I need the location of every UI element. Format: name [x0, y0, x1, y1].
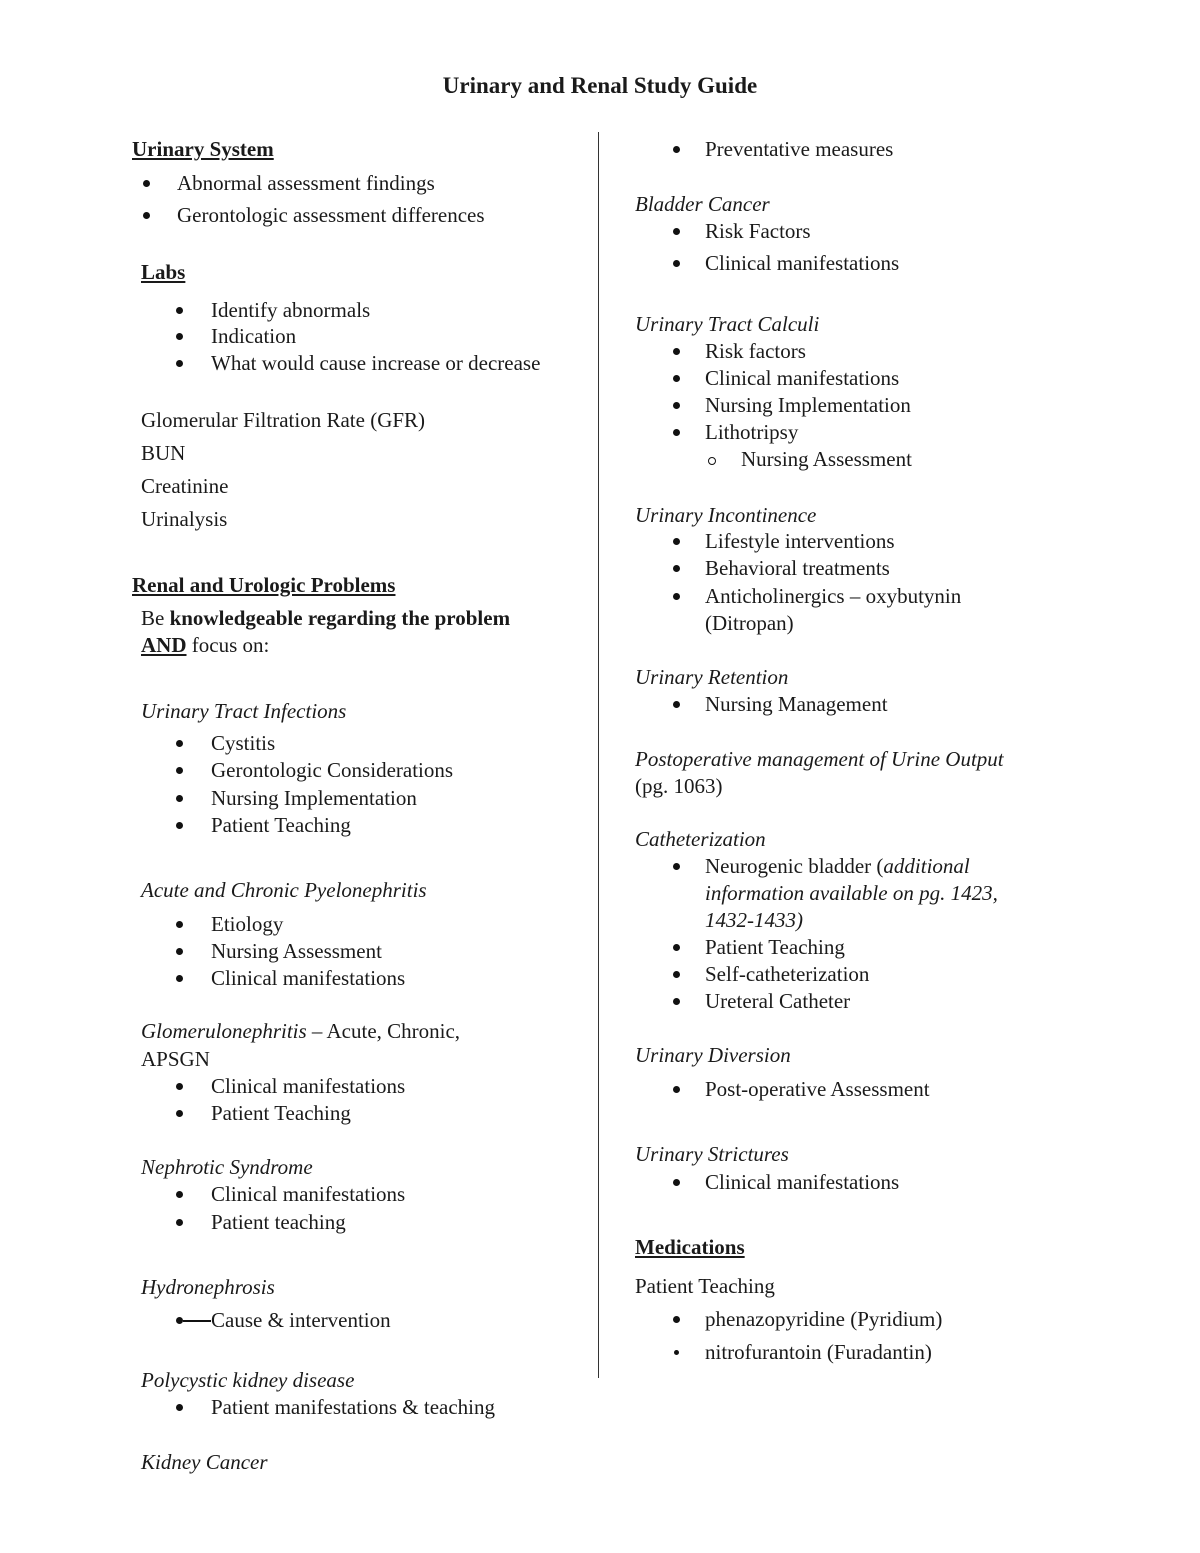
topic-title-postop: Postoperative management of Urine Output: [635, 747, 1004, 771]
topic-title-pyelonephritis: Acute and Chronic Pyelonephritis: [141, 878, 427, 902]
postop-page-ref: (pg. 1063): [635, 774, 723, 798]
intro-rest: focus on:: [186, 633, 270, 657]
bullet-icon: [176, 921, 183, 928]
circle-bullet-icon: [708, 457, 716, 465]
bullet-icon: [673, 701, 680, 708]
list-item: Nursing Management: [705, 692, 888, 716]
bullet-icon: [176, 1219, 183, 1226]
bullet-icon: [673, 565, 680, 572]
list-item: Clinical manifestations: [705, 1170, 900, 1194]
bullet-icon: [673, 971, 680, 978]
list-item: Nursing Implementation: [211, 786, 417, 810]
bullet-icon: [673, 429, 680, 436]
sub-list-item: Nursing Assessment: [741, 447, 912, 471]
list-item: Patient Teaching: [705, 935, 845, 959]
list-item: Clinical manifestations: [705, 366, 900, 390]
bullet-icon: [673, 1179, 680, 1186]
bullet-icon: [673, 260, 680, 267]
list-item: Risk factors: [705, 339, 806, 363]
list-item: Cystitis: [211, 731, 276, 755]
bullet-icon: [176, 795, 183, 802]
bullet-icon: [176, 948, 183, 955]
intro-be: Be: [141, 606, 170, 630]
list-item: phenazopyridine (Pyridium): [705, 1307, 943, 1331]
intro-line-1: [141, 608, 510, 629]
bullet-icon: [176, 1404, 183, 1411]
list-item: nitrofurantoin (Furadantin): [705, 1340, 932, 1364]
intro-and: AND: [141, 633, 187, 657]
neurogenic-text: Neurogenic bladder (: [705, 854, 884, 878]
list-item: Ureteral Catheter: [705, 989, 851, 1013]
list-item: Risk Factors: [705, 219, 811, 243]
list-item: Self-catheterization: [705, 962, 870, 986]
bullet-icon: [143, 180, 150, 187]
list-item: Lithotripsy: [705, 420, 799, 444]
bullet-icon: [673, 944, 680, 951]
list-item: Clinical manifestations: [211, 1074, 406, 1098]
bullet-icon: [176, 767, 183, 774]
bullet-icon: [673, 228, 680, 235]
topic-title-hydronephrosis: Hydronephrosis: [141, 1275, 275, 1299]
bullet-icon: [673, 402, 680, 409]
list-item: Patient manifestations & teaching: [211, 1395, 496, 1419]
topic-title-polycystic: Polycystic kidney disease: [141, 1368, 355, 1392]
topic-title-glomerulonephritis: [141, 1021, 460, 1042]
lab-test: BUN: [141, 441, 186, 465]
bullet-icon: [176, 822, 183, 829]
section-heading-renal-problems: Renal and Urologic Problems: [132, 573, 396, 597]
glomerulonephritis-name: Glomerulonephritis: [141, 1019, 307, 1043]
list-item: Anticholinergics – oxybutynin: [705, 584, 962, 608]
list-item: Patient Teaching: [211, 813, 351, 837]
topic-title-nephrotic: Nephrotic Syndrome: [141, 1155, 313, 1179]
bullet-icon: [673, 998, 680, 1005]
list-item: Gerontologic Considerations: [211, 758, 454, 782]
topic-title-diversion: Urinary Diversion: [635, 1043, 791, 1067]
bullet-icon: [143, 212, 150, 219]
list-item: Gerontologic assessment differences: [177, 203, 485, 227]
list-item: Etiology: [211, 912, 284, 936]
bullet-icon: [673, 1086, 680, 1093]
list-item: Clinical manifestations: [211, 1182, 406, 1206]
neurogenic-note-2: information available on pg. 1423,: [705, 881, 998, 905]
topic-title-uti: Urinary Tract Infections: [141, 699, 347, 723]
list-item: Nursing Implementation: [705, 393, 911, 417]
topic-title-strictures: Urinary Strictures: [635, 1142, 789, 1166]
intro-line-2: [141, 635, 269, 656]
topic-title-catheterization: Catheterization: [635, 827, 766, 851]
neurogenic-note-1: additional: [883, 854, 970, 878]
bullet-icon: [673, 863, 680, 870]
bullet-icon: [176, 1191, 183, 1198]
section-heading-urinary-system: Urinary System: [132, 137, 274, 161]
glomerulonephritis-types: – Acute, Chronic,: [306, 1019, 461, 1043]
list-item: Post-operative Assessment: [705, 1077, 930, 1101]
list-item: What would cause increase or decrease: [211, 351, 541, 375]
bullet-icon: [176, 333, 183, 340]
bullet-icon: [673, 146, 680, 153]
bullet-icon: [176, 1083, 183, 1090]
bullet-icon: [673, 538, 680, 545]
topic-title-retention: Urinary Retention: [635, 665, 789, 689]
column-divider: [598, 132, 599, 1378]
bullet-icon: [673, 1316, 680, 1323]
bullet-icon: [673, 375, 680, 382]
section-heading-labs: Labs: [141, 260, 186, 284]
list-item: Cause & intervention: [211, 1308, 391, 1332]
bullet-icon: [673, 593, 680, 600]
topic-title-incontinence: Urinary Incontinence: [635, 503, 817, 527]
lab-test: Glomerular Filtration Rate (GFR): [141, 408, 426, 432]
neurogenic-note-3: 1432-1433): [705, 908, 803, 932]
topic-title-bladder-cancer: Bladder Cancer: [635, 192, 770, 216]
list-item: Indication: [211, 324, 297, 348]
list-item: Lifestyle interventions: [705, 529, 895, 553]
list-item-continuation: (Ditropan): [705, 611, 794, 635]
bullet-icon: [176, 975, 183, 982]
glomerulonephritis-line-2: APSGN: [141, 1047, 210, 1071]
page-title: Urinary and Renal Study Guide: [442, 73, 758, 98]
dash-line: [183, 1320, 211, 1322]
bullet-icon: [176, 360, 183, 367]
list-item: Clinical manifestations: [705, 251, 900, 275]
list-item: Patient teaching: [211, 1210, 346, 1234]
list-item: [705, 856, 970, 877]
bullet-icon: [673, 348, 680, 355]
bullet-icon: [176, 307, 183, 314]
list-item: Preventative measures: [705, 137, 894, 161]
list-item: Patient Teaching: [211, 1101, 351, 1125]
bullet-icon: [176, 1317, 183, 1324]
list-item: Clinical manifestations: [211, 966, 406, 990]
bullet-icon: [674, 1350, 679, 1355]
list-item: Behavioral treatments: [705, 556, 890, 580]
intro-bold: knowledgeable regarding the problem: [169, 606, 511, 630]
list-item: Nursing Assessment: [211, 939, 382, 963]
list-item: Identify abnormals: [211, 298, 371, 322]
topic-title-kidney-cancer: Kidney Cancer: [141, 1450, 268, 1474]
section-heading-medications: Medications: [635, 1235, 745, 1259]
medications-subheading: Patient Teaching: [635, 1274, 775, 1298]
list-item: Abnormal assessment findings: [177, 171, 435, 195]
lab-test: Creatinine: [141, 474, 229, 498]
topic-title-calculi: Urinary Tract Calculi: [635, 312, 820, 336]
lab-test: Urinalysis: [141, 507, 228, 531]
bullet-icon: [176, 740, 183, 747]
bullet-icon: [176, 1110, 183, 1117]
